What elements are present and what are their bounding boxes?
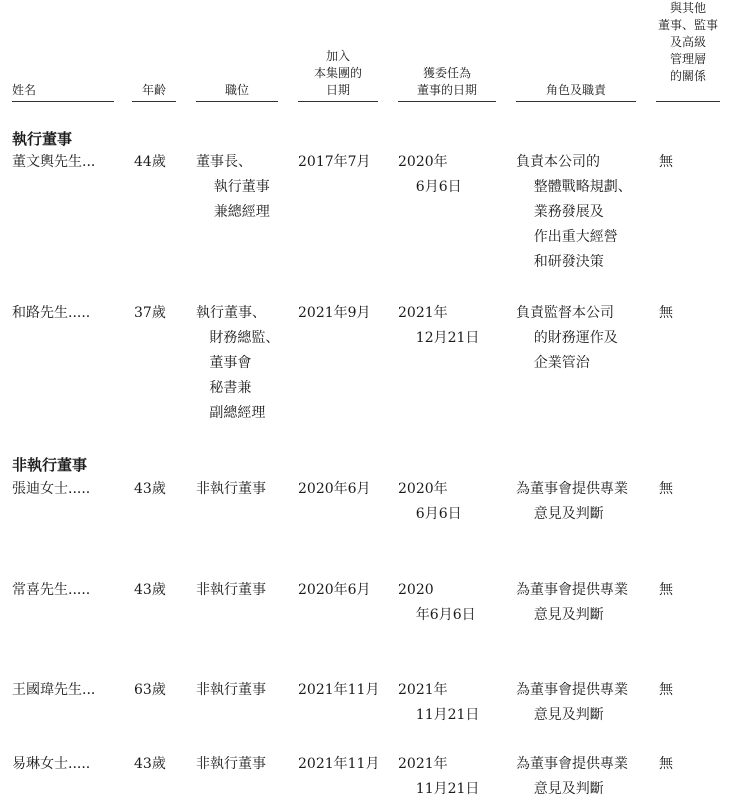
header-role: 角色及職責 (545, 83, 606, 97)
row-position: 非執行董事 (196, 756, 266, 772)
header-underline (196, 101, 278, 102)
row-age: 63歲 (134, 682, 166, 698)
row-appoint-date: 2020 年6月6日 (398, 582, 476, 623)
section-title-executive: 執行董事 (12, 130, 73, 148)
row-relationship: 無 (659, 305, 673, 321)
header-age: 年齡 (141, 83, 166, 97)
row-position: 執行董事、 財務總監、 董事會 秘書兼 副總經理 (196, 305, 280, 421)
row-age: 43歲 (134, 481, 166, 497)
header-underline (298, 101, 378, 102)
row-age: 43歲 (134, 582, 166, 598)
row-name: 董文輿先生... (12, 154, 96, 170)
row-appoint-date: 2021年 11月21日 (398, 756, 480, 797)
row-join-date: 2021年11月 (298, 682, 380, 698)
row-relationship: 無 (659, 582, 673, 598)
row-relationship: 無 (659, 481, 673, 497)
row-position: 非執行董事 (196, 582, 266, 598)
row-appoint-date: 2020年 6月6日 (398, 481, 462, 522)
row-position: 非執行董事 (196, 481, 266, 497)
row-appoint-date: 2021年 12月21日 (398, 305, 480, 346)
row-join-date: 2021年9月 (298, 305, 371, 321)
header-position: 職位 (224, 83, 249, 97)
header-appoint-date: 獲委任為 董事的日期 (416, 66, 477, 97)
row-relationship: 無 (659, 682, 673, 698)
row-name: 易琳女士..... (12, 756, 91, 772)
row-role: 為董事會提供專業 意見及判斷 (516, 756, 628, 797)
row-age: 37歲 (134, 305, 166, 321)
row-join-date: 2021年11月 (298, 756, 380, 772)
header-underline (132, 101, 176, 102)
row-relationship: 無 (659, 756, 673, 772)
row-position: 非執行董事 (196, 682, 266, 698)
header-underline (516, 101, 636, 102)
header-underline (398, 101, 496, 102)
row-position: 董事長、 執行董事 兼總經理 (196, 154, 270, 220)
row-appoint-date: 2021年 11月21日 (398, 682, 480, 723)
row-join-date: 2020年6月 (298, 582, 371, 598)
header-name: 姓名 (12, 83, 37, 97)
header-underline (656, 101, 720, 102)
row-join-date: 2020年6月 (298, 481, 371, 497)
header-underline (12, 101, 114, 102)
row-join-date: 2017年7月 (298, 154, 371, 170)
row-age: 44歲 (134, 154, 166, 170)
row-role: 負責本公司的 整體戰略規劃、 業務發展及 作出重大經營 和研發決策 (516, 154, 632, 270)
row-name: 王國瑋先生... (12, 682, 96, 698)
row-name: 常喜先生..... (12, 582, 91, 598)
row-role: 負責監督本公司 的財務運作及 企業管治 (516, 305, 618, 371)
row-relationship: 無 (659, 154, 673, 170)
row-role: 為董事會提供專業 意見及判斷 (516, 582, 628, 623)
row-role: 為董事會提供專業 意見及判斷 (516, 481, 628, 522)
header-relationship: 與其他 董事、監事 及高級 管理層 的關係 (657, 1, 718, 83)
row-appoint-date: 2020年 6月6日 (398, 154, 462, 195)
row-age: 43歲 (134, 756, 166, 772)
row-name: 和路先生..... (12, 305, 91, 321)
row-role: 為董事會提供專業 意見及判斷 (516, 682, 628, 723)
header-join-date: 加入 本集團的 日期 (313, 49, 362, 97)
row-name: 張迪女士..... (12, 481, 91, 497)
section-title-non-executive: 非執行董事 (12, 456, 88, 474)
